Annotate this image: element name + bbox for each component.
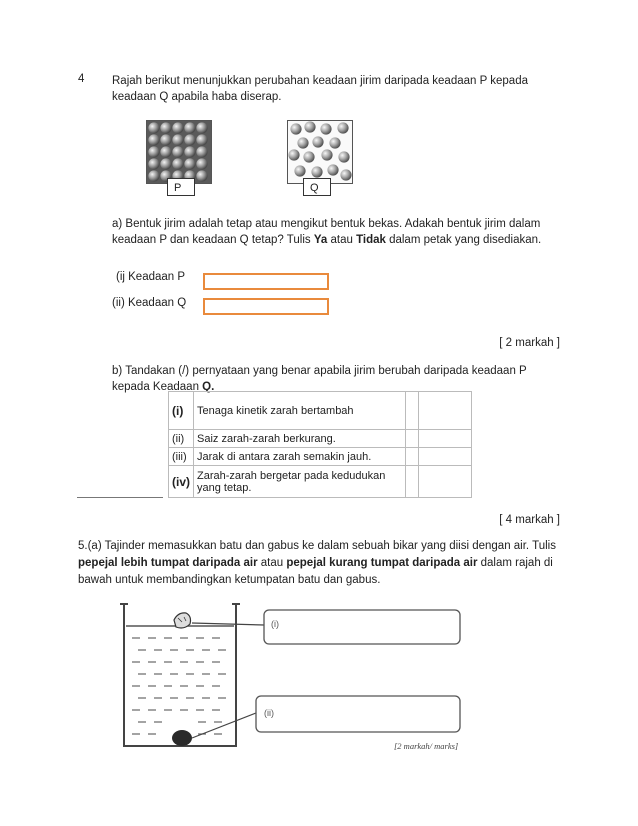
- tick-cell-3[interactable]: [419, 448, 472, 466]
- q5-option-denser: pepejal lebih tumpat daripada air: [78, 557, 258, 569]
- answer-box-keadaan-q[interactable]: [203, 298, 329, 315]
- table-row: [169, 392, 472, 430]
- row-statement: Saiz zarah-zarah berkurang.: [194, 430, 406, 448]
- q5-mid: atau: [257, 557, 287, 569]
- separator-line: [77, 497, 163, 498]
- row-number: (iv): [169, 466, 194, 498]
- part-b-line-1: b) Tandakan (/) pernyataan yang benar apabila jirim berubah daripada keadaan P: [112, 365, 527, 377]
- question-4-number: 4: [78, 73, 85, 85]
- spacer-cell: [406, 430, 419, 448]
- part-a-line-2-post: dalam petak yang disediakan.: [385, 234, 542, 246]
- state-p-diagram: [146, 120, 212, 184]
- answer-box-5-ii[interactable]: [256, 696, 460, 732]
- tidak-word: Tidak: [356, 234, 386, 246]
- question-4-intro: [112, 73, 552, 105]
- q5-line-3: bawah untuk membandingkan ketumpatan batu dan gabus.: [78, 574, 381, 586]
- q5-line-2: [78, 555, 562, 572]
- tick-cell-2[interactable]: [419, 430, 472, 448]
- part-b-line-2-pre: kepada Keadaan: [112, 381, 203, 393]
- part-a-marks: [ 2 markah ]: [499, 337, 560, 349]
- row-statement: Zarah-zarah bergetar pada kedudukan yang tetap.: [194, 466, 406, 498]
- statement-table: [168, 391, 472, 498]
- label-q-box: Q: [303, 178, 331, 196]
- row-number: (iii): [169, 448, 194, 466]
- item-keadaan-q-label: (ii) Keadaan Q: [112, 297, 187, 309]
- cork-floating: [174, 613, 191, 628]
- water-dashes: [132, 638, 226, 734]
- answer-box-5-i-label: (i): [271, 619, 279, 629]
- spacer-cell: [406, 466, 419, 498]
- part-a-line-2-mid: atau: [327, 234, 357, 246]
- beaker-diagram: [110, 598, 470, 756]
- tick-cell-4[interactable]: [419, 466, 472, 498]
- question-5-text: [78, 538, 562, 589]
- spacer-cell: [406, 392, 419, 430]
- spacer-cell: [406, 448, 419, 466]
- stone-sunk: [172, 730, 192, 746]
- pointer-line-1: [192, 623, 264, 625]
- packed-particles: [148, 122, 207, 181]
- intro-line-2: keadaan Q apabila haba diserap.: [112, 91, 282, 103]
- label-p-box: P: [167, 178, 195, 196]
- row-number: (ii): [169, 430, 194, 448]
- row-statement: Jarak di antara zarah semakin jauh.: [194, 448, 406, 466]
- q5-line-1: 5.(a) Tajinder memasukkan batu dan gabus ke dalam sebuah bikar yang diisi dengan air. Tulis: [78, 540, 556, 552]
- answer-box-keadaan-p[interactable]: [203, 273, 329, 290]
- answer-box-5-ii-label: (ii): [264, 708, 274, 718]
- part-b-line-2-bold: Q.: [202, 381, 215, 393]
- q5-marks: [2 markah/ marks]: [394, 741, 459, 751]
- row-statement: Tenaga kinetik zarah bertambah: [194, 392, 406, 430]
- tick-cell-1[interactable]: [419, 392, 472, 430]
- q5-option-less-dense: pepejal kurang tumpat daripada air: [286, 557, 478, 569]
- pointer-line-2: [192, 713, 256, 738]
- part-a-line-1: a) Bentuk jirim adalah tetap atau mengikut bentuk bekas. Adakah bentuk jirim dalam: [112, 218, 541, 230]
- table-row: [169, 448, 472, 466]
- part-a-line-2: [112, 232, 552, 248]
- table-row: [169, 466, 472, 498]
- q5-post: dalam rajah di: [477, 557, 553, 569]
- row-number: (i): [169, 392, 194, 430]
- ya-word: Ya: [313, 234, 328, 246]
- part-a-question: [112, 216, 552, 248]
- table-row: [169, 430, 472, 448]
- state-q-diagram: [287, 120, 353, 184]
- answer-box-5-i[interactable]: [264, 610, 460, 644]
- part-a-line-2-pre: keadaan P dan keadaan Q tetap? Tulis: [112, 234, 314, 246]
- item-keadaan-p-label: (ij Keadaan P: [116, 271, 186, 283]
- intro-line-1: Rajah berikut menunjukkan perubahan keadaan jirim daripada keadaan P kepada: [112, 75, 528, 87]
- part-b-marks: [ 4 markah ]: [499, 514, 560, 526]
